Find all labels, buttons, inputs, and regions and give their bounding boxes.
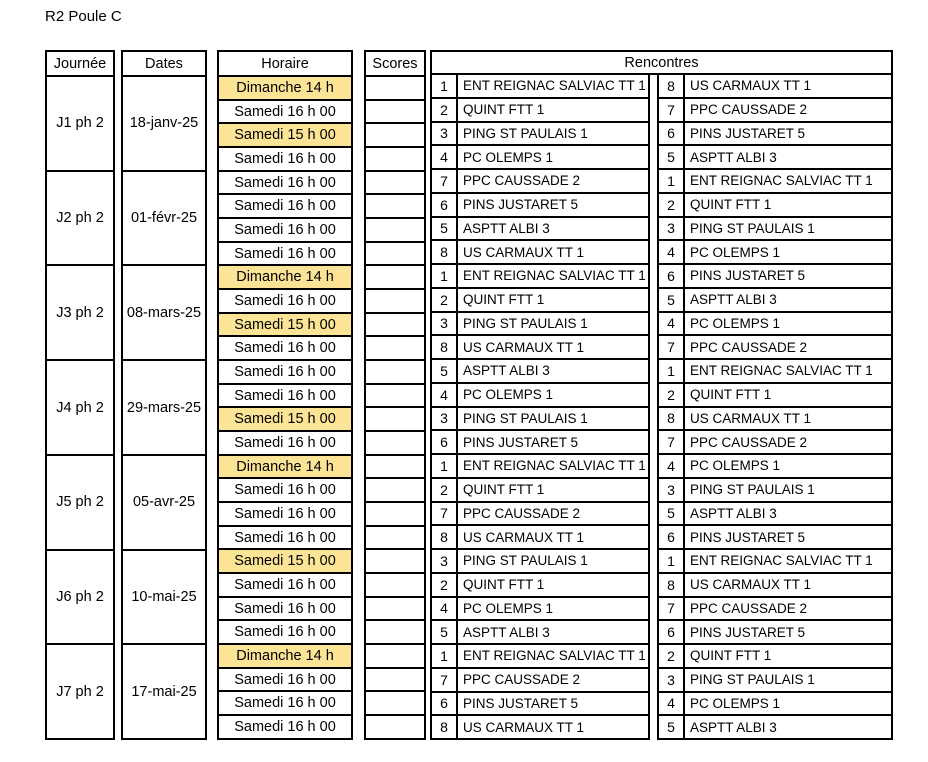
match-row <box>430 645 893 669</box>
score-cell <box>366 477 424 501</box>
away-team-name: PPC CAUSSADE 2 <box>690 102 808 118</box>
date-cell: 10-mai-25 <box>123 549 205 644</box>
away-team-name: ASPTT ALBI 3 <box>690 149 777 165</box>
away-number: 5 <box>659 503 685 525</box>
home-number: 2 <box>432 479 458 501</box>
away-number: 5 <box>659 146 685 168</box>
away-number: 6 <box>659 621 685 643</box>
score-cell <box>366 596 424 620</box>
home-number: 5 <box>432 218 458 240</box>
home-team-name: PINS JUSTARET 5 <box>463 434 579 450</box>
match-row <box>430 265 893 289</box>
time-cell: Samedi 16 h 00 <box>219 146 351 170</box>
home-team-name: US CARMAUX TT 1 <box>463 719 585 735</box>
match-away-box <box>657 384 893 408</box>
match-away-box <box>657 503 893 527</box>
away-team-name: PINS JUSTARET 5 <box>690 268 806 284</box>
match-row <box>430 289 893 313</box>
header-dates: Dates <box>145 55 183 72</box>
match-row <box>430 194 893 218</box>
score-cell <box>366 288 424 312</box>
home-team-name: QUINT FTT 1 <box>463 577 545 593</box>
match-away-box <box>657 431 893 455</box>
home-team-name: PING ST PAULAIS 1 <box>463 125 588 141</box>
match-home-box <box>430 693 650 717</box>
away-number: 1 <box>659 360 685 382</box>
home-number: 1 <box>432 455 458 477</box>
home-number: 4 <box>432 598 458 620</box>
score-cell <box>366 264 424 288</box>
time-cell: Samedi 15 h 00 <box>219 406 351 430</box>
home-team-name: PPC CAUSSADE 2 <box>463 505 581 521</box>
match-away-box <box>657 716 893 740</box>
score-cell <box>366 548 424 572</box>
away-team-name: PING ST PAULAIS 1 <box>690 220 815 236</box>
home-number: 7 <box>432 669 458 691</box>
time-cell: Samedi 16 h 00 <box>219 335 351 359</box>
home-number: 6 <box>432 693 458 715</box>
away-number: 7 <box>659 598 685 620</box>
match-row <box>430 408 893 432</box>
match-row <box>430 574 893 598</box>
date-cell: 08-mars-25 <box>123 264 205 359</box>
home-team-name: ASPTT ALBI 3 <box>463 220 550 236</box>
time-cell: Samedi 15 h 00 <box>219 312 351 336</box>
time-cell: Samedi 16 h 00 <box>219 525 351 549</box>
match-home-box <box>430 408 650 432</box>
away-number: 7 <box>659 431 685 453</box>
home-number: 3 <box>432 313 458 335</box>
home-team-name: ASPTT ALBI 3 <box>463 624 550 640</box>
match-home-box <box>430 146 650 170</box>
match-away-box <box>657 550 893 574</box>
away-number: 5 <box>659 716 685 738</box>
match-away-box <box>657 360 893 384</box>
away-team-name: PINS JUSTARET 5 <box>690 125 806 141</box>
home-team-name: PINS JUSTARET 5 <box>463 197 579 213</box>
time-cell: Samedi 16 h 00 <box>219 99 351 123</box>
away-number: 8 <box>659 75 685 97</box>
home-team-name: US CARMAUX TT 1 <box>463 339 585 355</box>
away-team-name: US CARMAUX TT 1 <box>690 78 812 94</box>
match-home-box <box>430 479 650 503</box>
away-number: 4 <box>659 693 685 715</box>
home-number: 3 <box>432 550 458 572</box>
match-away-box <box>657 621 893 645</box>
match-row <box>430 360 893 384</box>
score-cell <box>366 193 424 217</box>
home-team-name: PC OLEMPS 1 <box>463 149 554 165</box>
journee-column <box>45 50 115 740</box>
score-cell <box>366 454 424 478</box>
score-cell <box>366 383 424 407</box>
match-row <box>430 716 893 740</box>
date-cell: 17-mai-25 <box>123 643 205 738</box>
match-row <box>430 99 893 123</box>
home-team-name: ENT REIGNAC SALVIAC TT 1 <box>463 458 646 474</box>
away-number: 3 <box>659 669 685 691</box>
home-team-name: PC OLEMPS 1 <box>463 600 554 616</box>
rencontres-section <box>430 50 893 740</box>
match-home-box <box>430 123 650 147</box>
match-home-box <box>430 194 650 218</box>
match-away-box <box>657 408 893 432</box>
match-away-box <box>657 289 893 313</box>
score-cell <box>366 525 424 549</box>
scores-column <box>364 50 426 740</box>
match-home-box <box>430 75 650 99</box>
match-home-box <box>430 313 650 337</box>
home-number: 1 <box>432 645 458 667</box>
home-team-name: PING ST PAULAIS 1 <box>463 553 588 569</box>
match-row <box>430 241 893 265</box>
match-home-box <box>430 621 650 645</box>
home-team-name: PC OLEMPS 1 <box>463 387 554 403</box>
rencontres-rows <box>430 75 893 740</box>
journee-cell: J2 ph 2 <box>47 170 113 265</box>
match-row <box>430 621 893 645</box>
journee-cell: J4 ph 2 <box>47 359 113 454</box>
away-number: 7 <box>659 336 685 358</box>
away-team-name: ENT REIGNAC SALVIAC TT 1 <box>690 363 873 379</box>
score-cell <box>366 75 424 99</box>
match-away-box <box>657 170 893 194</box>
match-home-box <box>430 669 650 693</box>
home-team-name: ENT REIGNAC SALVIAC TT 1 <box>463 78 646 94</box>
away-number: 3 <box>659 218 685 240</box>
away-team-name: PING ST PAULAIS 1 <box>690 482 815 498</box>
away-number: 4 <box>659 241 685 263</box>
match-away-box <box>657 693 893 717</box>
match-row <box>430 170 893 194</box>
score-cell <box>366 643 424 667</box>
time-cell: Samedi 16 h 00 <box>219 667 351 691</box>
score-cell <box>366 122 424 146</box>
journee-cell: J3 ph 2 <box>47 264 113 359</box>
home-number: 6 <box>432 431 458 453</box>
away-team-name: ENT REIGNAC SALVIAC TT 1 <box>690 173 873 189</box>
away-team-name: US CARMAUX TT 1 <box>690 410 812 426</box>
home-team-name: PPC CAUSSADE 2 <box>463 672 581 688</box>
home-number: 8 <box>432 526 458 548</box>
match-row <box>430 146 893 170</box>
away-team-name: ENT REIGNAC SALVIAC TT 1 <box>690 553 873 569</box>
match-home-box <box>430 645 650 669</box>
away-team-name: PING ST PAULAIS 1 <box>690 672 815 688</box>
match-home-box <box>430 384 650 408</box>
score-cell <box>366 335 424 359</box>
away-number: 6 <box>659 123 685 145</box>
home-team-name: ENT REIGNAC SALVIAC TT 1 <box>463 268 646 284</box>
home-number: 4 <box>432 384 458 406</box>
date-cell: 18-janv-25 <box>123 75 205 170</box>
match-row <box>430 503 893 527</box>
match-row <box>430 431 893 455</box>
away-number: 6 <box>659 265 685 287</box>
home-team-name: PING ST PAULAIS 1 <box>463 410 588 426</box>
away-number: 2 <box>659 194 685 216</box>
time-cell: Samedi 16 h 00 <box>219 477 351 501</box>
journee-cell: J5 ph 2 <box>47 454 113 549</box>
match-row <box>430 313 893 337</box>
time-cell: Samedi 16 h 00 <box>219 619 351 643</box>
home-number: 2 <box>432 574 458 596</box>
away-number: 4 <box>659 455 685 477</box>
home-team-name: QUINT FTT 1 <box>463 482 545 498</box>
home-number: 7 <box>432 503 458 525</box>
away-number: 5 <box>659 289 685 311</box>
home-number: 5 <box>432 621 458 643</box>
time-cell: Samedi 16 h 00 <box>219 217 351 241</box>
time-cell: Samedi 16 h 00 <box>219 359 351 383</box>
time-cell: Samedi 16 h 00 <box>219 170 351 194</box>
away-team-name: PC OLEMPS 1 <box>690 244 781 260</box>
match-row <box>430 479 893 503</box>
match-away-box <box>657 99 893 123</box>
away-number: 8 <box>659 574 685 596</box>
match-away-box <box>657 265 893 289</box>
score-cell <box>366 572 424 596</box>
time-cell: Dimanche 14 h <box>219 75 351 99</box>
match-home-box <box>430 550 650 574</box>
away-number: 3 <box>659 479 685 501</box>
match-row <box>430 693 893 717</box>
home-number: 1 <box>432 75 458 97</box>
match-row <box>430 669 893 693</box>
score-cell <box>366 667 424 691</box>
match-away-box <box>657 598 893 622</box>
time-cell: Samedi 16 h 00 <box>219 572 351 596</box>
match-row <box>430 384 893 408</box>
match-away-box <box>657 336 893 360</box>
home-team-name: PING ST PAULAIS 1 <box>463 315 588 331</box>
header-rencontres: Rencontres <box>430 50 893 75</box>
home-number: 4 <box>432 146 458 168</box>
away-number: 1 <box>659 550 685 572</box>
time-cell: Samedi 16 h 00 <box>219 288 351 312</box>
home-number: 1 <box>432 265 458 287</box>
match-home-box <box>430 598 650 622</box>
home-team-name: QUINT FTT 1 <box>463 292 545 308</box>
page-title: R2 Poule C <box>45 8 122 25</box>
away-team-name: QUINT FTT 1 <box>690 648 772 664</box>
home-number: 5 <box>432 360 458 382</box>
away-team-name: ASPTT ALBI 3 <box>690 292 777 308</box>
match-home-box <box>430 716 650 740</box>
away-team-name: PC OLEMPS 1 <box>690 315 781 331</box>
away-team-name: QUINT FTT 1 <box>690 387 772 403</box>
score-cell <box>366 714 424 738</box>
time-cell: Samedi 16 h 00 <box>219 383 351 407</box>
match-row <box>430 455 893 479</box>
match-away-box <box>657 479 893 503</box>
match-away-box <box>657 669 893 693</box>
home-number: 3 <box>432 123 458 145</box>
home-number: 8 <box>432 241 458 263</box>
time-cell: Samedi 16 h 00 <box>219 690 351 714</box>
score-cell <box>366 146 424 170</box>
time-cell: Samedi 16 h 00 <box>219 241 351 265</box>
match-away-box <box>657 241 893 265</box>
score-cell <box>366 501 424 525</box>
score-cell <box>366 241 424 265</box>
away-team-name: PPC CAUSSADE 2 <box>690 434 808 450</box>
away-team-name: ASPTT ALBI 3 <box>690 719 777 735</box>
match-row <box>430 123 893 147</box>
score-cell <box>366 619 424 643</box>
away-number: 7 <box>659 99 685 121</box>
time-cell: Dimanche 14 h <box>219 264 351 288</box>
away-team-name: QUINT FTT 1 <box>690 197 772 213</box>
match-home-box <box>430 431 650 455</box>
time-cell: Samedi 15 h 00 <box>219 548 351 572</box>
away-number: 1 <box>659 170 685 192</box>
match-away-box <box>657 313 893 337</box>
match-home-box <box>430 503 650 527</box>
score-cell <box>366 217 424 241</box>
home-number: 7 <box>432 170 458 192</box>
away-team-name: PC OLEMPS 1 <box>690 695 781 711</box>
time-cell: Samedi 15 h 00 <box>219 122 351 146</box>
horaire-column <box>217 50 353 740</box>
header-scores: Scores <box>372 55 418 72</box>
match-home-box <box>430 336 650 360</box>
home-number: 8 <box>432 716 458 738</box>
score-cell <box>366 312 424 336</box>
match-home-box <box>430 289 650 313</box>
home-team-name: ENT REIGNAC SALVIAC TT 1 <box>463 648 646 664</box>
away-number: 6 <box>659 526 685 548</box>
score-cell <box>366 359 424 383</box>
away-team-name: PPC CAUSSADE 2 <box>690 600 808 616</box>
journee-cell: J6 ph 2 <box>47 549 113 644</box>
match-home-box <box>430 265 650 289</box>
away-team-name: PINS JUSTARET 5 <box>690 624 806 640</box>
score-cell <box>366 690 424 714</box>
away-team-name: PC OLEMPS 1 <box>690 458 781 474</box>
score-cell <box>366 99 424 123</box>
match-home-box <box>430 360 650 384</box>
match-away-box <box>657 526 893 550</box>
away-team-name: PPC CAUSSADE 2 <box>690 339 808 355</box>
match-away-box <box>657 645 893 669</box>
dates-column <box>121 50 207 740</box>
away-team-name: PINS JUSTARET 5 <box>690 529 806 545</box>
home-number: 3 <box>432 408 458 430</box>
date-cell: 29-mars-25 <box>123 359 205 454</box>
header-journee: Journée <box>53 55 107 72</box>
away-number: 2 <box>659 645 685 667</box>
home-team-name: PPC CAUSSADE 2 <box>463 173 581 189</box>
match-row <box>430 550 893 574</box>
match-row <box>430 526 893 550</box>
home-team-name: US CARMAUX TT 1 <box>463 529 585 545</box>
match-away-box <box>657 75 893 99</box>
home-team-name: ASPTT ALBI 3 <box>463 363 550 379</box>
away-number: 4 <box>659 313 685 335</box>
away-team-name: US CARMAUX TT 1 <box>690 577 812 593</box>
home-team-name: PINS JUSTARET 5 <box>463 695 579 711</box>
match-away-box <box>657 218 893 242</box>
home-number: 6 <box>432 194 458 216</box>
journee-cell: J1 ph 2 <box>47 75 113 170</box>
away-number: 2 <box>659 384 685 406</box>
match-away-box <box>657 455 893 479</box>
match-home-box <box>430 241 650 265</box>
score-cell <box>366 430 424 454</box>
match-away-box <box>657 574 893 598</box>
schedule-table <box>45 50 893 740</box>
time-cell: Samedi 16 h 00 <box>219 430 351 454</box>
time-cell: Dimanche 14 h <box>219 643 351 667</box>
match-row <box>430 75 893 99</box>
time-cell: Dimanche 14 h <box>219 454 351 478</box>
journee-cell: J7 ph 2 <box>47 643 113 738</box>
home-team-name: QUINT FTT 1 <box>463 102 545 118</box>
match-row <box>430 218 893 242</box>
match-home-box <box>430 170 650 194</box>
date-cell: 01-févr-25 <box>123 170 205 265</box>
match-home-box <box>430 455 650 479</box>
match-row <box>430 598 893 622</box>
time-cell: Samedi 16 h 00 <box>219 714 351 738</box>
home-team-name: US CARMAUX TT 1 <box>463 244 585 260</box>
score-cell <box>366 170 424 194</box>
away-team-name: ASPTT ALBI 3 <box>690 505 777 521</box>
match-home-box <box>430 526 650 550</box>
match-away-box <box>657 123 893 147</box>
home-number: 2 <box>432 289 458 311</box>
match-home-box <box>430 574 650 598</box>
match-row <box>430 336 893 360</box>
away-number: 8 <box>659 408 685 430</box>
match-away-box <box>657 146 893 170</box>
time-cell: Samedi 16 h 00 <box>219 501 351 525</box>
match-home-box <box>430 218 650 242</box>
date-cell: 05-avr-25 <box>123 454 205 549</box>
home-number: 8 <box>432 336 458 358</box>
time-cell: Samedi 16 h 00 <box>219 596 351 620</box>
match-away-box <box>657 194 893 218</box>
header-horaire: Horaire <box>261 55 309 72</box>
score-cell <box>366 406 424 430</box>
time-cell: Samedi 16 h 00 <box>219 193 351 217</box>
match-home-box <box>430 99 650 123</box>
home-number: 2 <box>432 99 458 121</box>
